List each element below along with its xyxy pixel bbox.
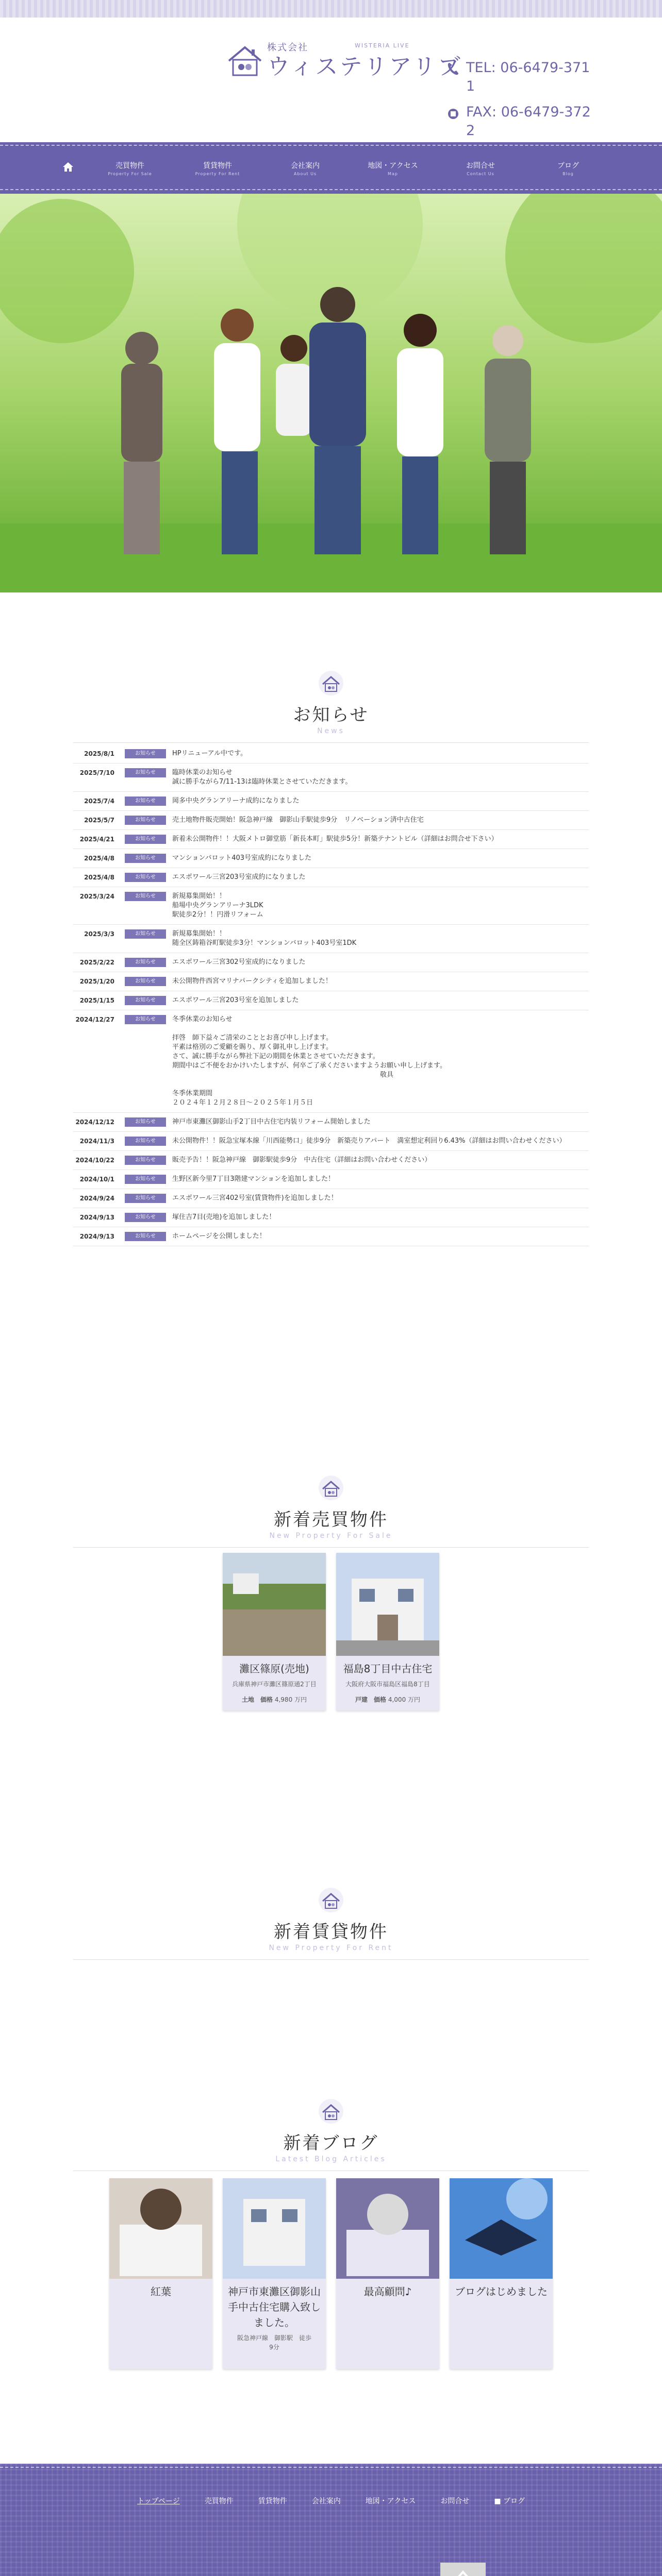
blog-photo [109, 2178, 212, 2279]
news-text: 岡多中央グランアリーナ成約になりました [172, 797, 300, 805]
news-row[interactable] [73, 744, 589, 764]
news-badge: お知らせ [125, 1117, 166, 1127]
nav-label: 会社案内 [291, 161, 320, 170]
news-badge: お知らせ [125, 816, 166, 825]
house-section-icon [318, 1475, 344, 1501]
property-kind: 戸建 [355, 1696, 368, 1703]
rent-section-header [0, 1887, 662, 1960]
news-date: 2024/12/12 [75, 1118, 114, 1126]
news-row[interactable] [73, 991, 589, 1010]
news-text: 塚住吉7目(売地)を追加しました！ [172, 1213, 276, 1221]
news-text: エスポワール三宮203号室成約になりました [172, 873, 306, 881]
blog-card[interactable] [223, 2178, 326, 2369]
sale-card-list [0, 1553, 662, 1710]
news-row[interactable] [73, 1132, 589, 1151]
news-row[interactable] [73, 1151, 589, 1170]
news-badge: お知らせ [125, 873, 166, 882]
hero-image [0, 194, 662, 592]
page-top-button[interactable] [440, 2563, 486, 2576]
blog-title: ブログはじめました [455, 2285, 548, 2298]
nav-item-map[interactable] [349, 160, 437, 176]
nav-item-sale[interactable] [86, 160, 174, 176]
news-row[interactable] [73, 887, 589, 925]
house-section-icon [318, 1887, 344, 1913]
news-date: 2024/11/3 [79, 1138, 114, 1145]
blog-card[interactable] [336, 2178, 439, 2369]
nav-label: ブログ [557, 161, 579, 170]
footer-link-home[interactable]: トップページ [137, 2497, 180, 2505]
nav-sublabel: Blog [562, 171, 574, 176]
news-badge: お知らせ [125, 929, 166, 939]
footer-nav [0, 2496, 662, 2506]
news-date: 2024/10/22 [75, 1157, 114, 1164]
blog-title: 紅葉 [151, 2285, 171, 2298]
site-logo[interactable] [226, 40, 462, 80]
news-text: エスポワール三宮402号室(賃貸物件)を追加しました！ [172, 1194, 338, 1202]
news-badge: お知らせ [125, 958, 166, 967]
contact-info [446, 59, 591, 147]
news-row[interactable] [73, 764, 589, 792]
blog-title: 最高顧問♪ [363, 2285, 412, 2298]
news-text: 新規募集開始！！ 随全区鋳箱谷町駅徒歩3分！マンションバロット403号室1DK [172, 930, 357, 947]
nav-item-contact[interactable] [437, 160, 524, 176]
sale-subtitle: New Property For Sale [269, 1532, 393, 1540]
property-title: 灘区篠原(売地) [239, 1663, 309, 1675]
blog-subtitle: Latest Blog Articles [275, 2155, 387, 2163]
news-text: 売土地物件販売開始！阪急神戸線 御影山手駅徒歩9分 リノベーション済中古住宅 [172, 816, 424, 824]
house-section-icon [318, 2098, 344, 2125]
home-icon [62, 161, 74, 173]
blog-photo [450, 2178, 553, 2279]
news-section-header [0, 670, 662, 743]
nav-label: 売買物件 [115, 161, 144, 170]
news-date: 2025/4/8 [84, 874, 114, 881]
news-text: マンションバロット403号室成約になりました [172, 854, 312, 862]
news-subtitle: News [317, 727, 345, 735]
property-title: 福島8丁目中古住宅 [343, 1663, 433, 1675]
sale-title: 新着売買物件 [274, 1510, 388, 1530]
top-strip [0, 0, 662, 18]
news-date: 2025/8/1 [84, 750, 114, 757]
news-text: HPリニューアル中です。 [172, 750, 247, 757]
section-divider [73, 742, 589, 743]
blog-photo [223, 2178, 326, 2279]
news-badge: お知らせ [125, 749, 166, 758]
news-row[interactable] [73, 1227, 589, 1246]
blog-card[interactable] [450, 2178, 553, 2369]
arrow-up-icon [440, 2563, 486, 2576]
property-card[interactable] [336, 1553, 439, 1710]
news-date: 2024/9/13 [79, 1233, 114, 1240]
news-row[interactable] [73, 1208, 589, 1227]
news-date: 2025/7/4 [84, 798, 114, 805]
company-prefix: 株式会社 [267, 42, 308, 53]
news-row[interactable] [73, 849, 589, 868]
news-badge: お知らせ [125, 835, 166, 844]
property-meta [223, 1695, 326, 1710]
news-title: お知らせ [293, 705, 369, 725]
section-divider [73, 1547, 589, 1548]
news-text: エスポワール三宮302号室成約になりました [172, 958, 306, 966]
news-date: 2025/4/8 [84, 855, 114, 862]
nav-item-blog[interactable] [524, 160, 612, 176]
global-nav [0, 142, 662, 194]
blog-title: 新着ブログ [283, 2133, 379, 2154]
news-badge: お知らせ [125, 796, 166, 806]
footer-link-contact[interactable]: お問合せ [440, 2497, 470, 2505]
site-header [0, 18, 662, 141]
news-date: 2025/1/15 [79, 997, 114, 1004]
news-badge: お知らせ [125, 854, 166, 863]
blog-title: 神戸市東灘区御影山手中古住宅購入致しました。 [228, 2285, 321, 2329]
news-date: 2025/2/22 [79, 959, 114, 966]
house-section-icon [318, 670, 344, 697]
nav-label: お問合せ [466, 161, 495, 170]
news-date: 2025/3/3 [84, 930, 114, 938]
nav-sublabel: Property For Sale [108, 171, 152, 176]
blog-card-list [0, 2178, 662, 2369]
news-row[interactable] [73, 1113, 589, 1132]
news-row[interactable] [73, 1010, 589, 1113]
news-date: 2024/12/27 [75, 1016, 114, 1023]
property-card[interactable] [223, 1553, 326, 1710]
news-text: エスポワール三宮203号室を追加しました [172, 996, 299, 1004]
nav-item-company[interactable] [261, 160, 349, 176]
price-label: 価格 [260, 1696, 273, 1703]
news-text: 未公開物件西宮マリナパークシティを追加しました！ [172, 977, 332, 985]
news-text: 臨時休業のお知らせ 誠に勝手ながら7/11-13は臨時休業とさせていただきます。 [172, 769, 352, 786]
news-text: 生野区新今里7丁目3階建マンションを追加しました！ [172, 1175, 335, 1183]
news-badge: お知らせ [125, 1194, 166, 1203]
property-address: 兵庫県神戸市灘区篠原通2丁目 [232, 1681, 317, 1688]
news-text: 新規募集開始！！ 船場中央グランアリーナ3LDK 駅徒歩2分！！円滑リフォーム [172, 892, 263, 919]
fax-number: FAX: 06-6479-3722 [466, 104, 591, 139]
news-badge: お知らせ [125, 1015, 166, 1024]
news-row[interactable] [73, 811, 589, 830]
news-row[interactable] [73, 830, 589, 849]
tel-number[interactable]: TEL: 06-6479-3711 [466, 60, 590, 94]
nav-label: 賃貸物件 [203, 161, 232, 170]
footer-link-sale[interactable]: 売買物件 [204, 2497, 234, 2505]
nav-sublabel: Property For Rent [195, 171, 240, 176]
phone-icon [446, 61, 460, 76]
news-row[interactable] [73, 925, 589, 953]
news-date: 2024/10/1 [79, 1176, 114, 1183]
news-row[interactable] [73, 792, 589, 811]
property-address: 大阪府大阪市福島区福島8丁目 [345, 1681, 430, 1688]
news-text: 神戸市東灘区御影山手2丁目中古住宅内装リフォーム開始しました [172, 1118, 371, 1126]
site-footer [0, 2464, 662, 2576]
sale-section-header [0, 1475, 662, 1548]
news-date: 2025/5/7 [84, 817, 114, 824]
news-text: 冬季休業のお知らせ 拝啓 師下益々ご清栄のこととお喜び申し上げます。 平素は格別のご愛顧を賜り、厚く御礼申し上げます。 さて、誠に勝手ながら弊社下記の期間を休業とさせていただきます。 期間中はご不便をおかけいたしますが、何卒ご了承くださいますようお願い申し上げます。 敬具 冬季休業期間 ２０２４年１２月２８日～２０２５年１月５日 [172, 1015, 446, 1107]
news-text: 販売予告！！阪急神戸線 御影駅徒歩9分 中古住宅（詳細はお問い合わせください） [172, 1156, 432, 1164]
news-text: 新着未公開物件！！大阪メトロ御堂筋「新長本町」駅徒歩5分！新築テナントビル（詳細はお問合せ下さい） [172, 835, 498, 843]
property-photo [336, 1553, 439, 1656]
news-text: 未公開物件！！阪急宝塚本線「川西能勢口」徒歩9分 新築売りアパート 満室想定利回り6.43%（詳細はお問い合わせください） [172, 1137, 566, 1145]
blog-section-header [0, 2098, 662, 2171]
property-price: 4,980 万円 [274, 1696, 307, 1703]
nav-label: 地図・アクセス [368, 161, 418, 170]
property-meta [336, 1695, 439, 1710]
news-date: 2024/9/13 [79, 1214, 114, 1221]
company-name: ウィステリアリブ [267, 54, 462, 80]
property-kind: 土地 [241, 1696, 254, 1703]
news-date: 2025/7/10 [79, 769, 114, 776]
news-date: 2025/1/20 [79, 978, 114, 985]
news-text: ホームページを公開しました！ [172, 1232, 266, 1240]
news-badge: お知らせ [125, 1156, 166, 1165]
news-row[interactable] [73, 868, 589, 887]
footer-link-rent[interactable]: 賃貸物件 [258, 2497, 287, 2505]
footer-link-label: ブログ [503, 2497, 525, 2505]
news-date: 2024/9/24 [79, 1195, 114, 1202]
blog-card[interactable] [109, 2178, 212, 2369]
footer-link-map[interactable]: 地図・アクセス [365, 2497, 416, 2505]
news-badge: お知らせ [125, 892, 166, 901]
house-logo-icon [226, 42, 264, 78]
blog-photo [336, 2178, 439, 2279]
footer-link-company[interactable]: 会社案内 [311, 2497, 341, 2505]
news-row[interactable] [73, 972, 589, 991]
property-photo [223, 1553, 326, 1656]
rent-title: 新着賃貸物件 [274, 1922, 388, 1942]
news-date: 2025/3/24 [79, 893, 114, 900]
rent-subtitle: New Property For Rent [269, 1944, 393, 1952]
news-row[interactable] [73, 1170, 589, 1189]
blog-square-icon: ■ [494, 2497, 501, 2505]
news-badge: お知らせ [125, 996, 166, 1005]
news-list [73, 744, 589, 1246]
footer-link-blog[interactable] [494, 2496, 525, 2506]
section-divider [73, 1959, 589, 1960]
news-badge: お知らせ [125, 1213, 166, 1222]
news-date: 2025/4/21 [79, 836, 114, 843]
footer-divider [0, 2467, 662, 2468]
fax-icon [446, 105, 460, 121]
news-badge: お知らせ [125, 1232, 166, 1241]
nav-sublabel: Map [388, 171, 398, 176]
news-row[interactable] [73, 1189, 589, 1208]
news-row[interactable] [73, 953, 589, 972]
blog-meta: 阪急神戸線 御影駅 徒歩 9分 [237, 2334, 311, 2351]
news-badge: お知らせ [125, 768, 166, 777]
news-badge: お知らせ [125, 977, 166, 986]
news-badge: お知らせ [125, 1175, 166, 1184]
price-label: 価格 [374, 1696, 387, 1703]
news-badge: お知らせ [125, 1137, 166, 1146]
nav-item-rent[interactable] [174, 160, 261, 176]
nav-sublabel: Contact Us [467, 171, 494, 176]
nav-sublabel: About Us [293, 171, 317, 176]
property-price: 4,000 万円 [388, 1696, 421, 1703]
nav-home[interactable] [50, 161, 86, 175]
company-name-en: WISTERIA LIVE [355, 42, 410, 49]
